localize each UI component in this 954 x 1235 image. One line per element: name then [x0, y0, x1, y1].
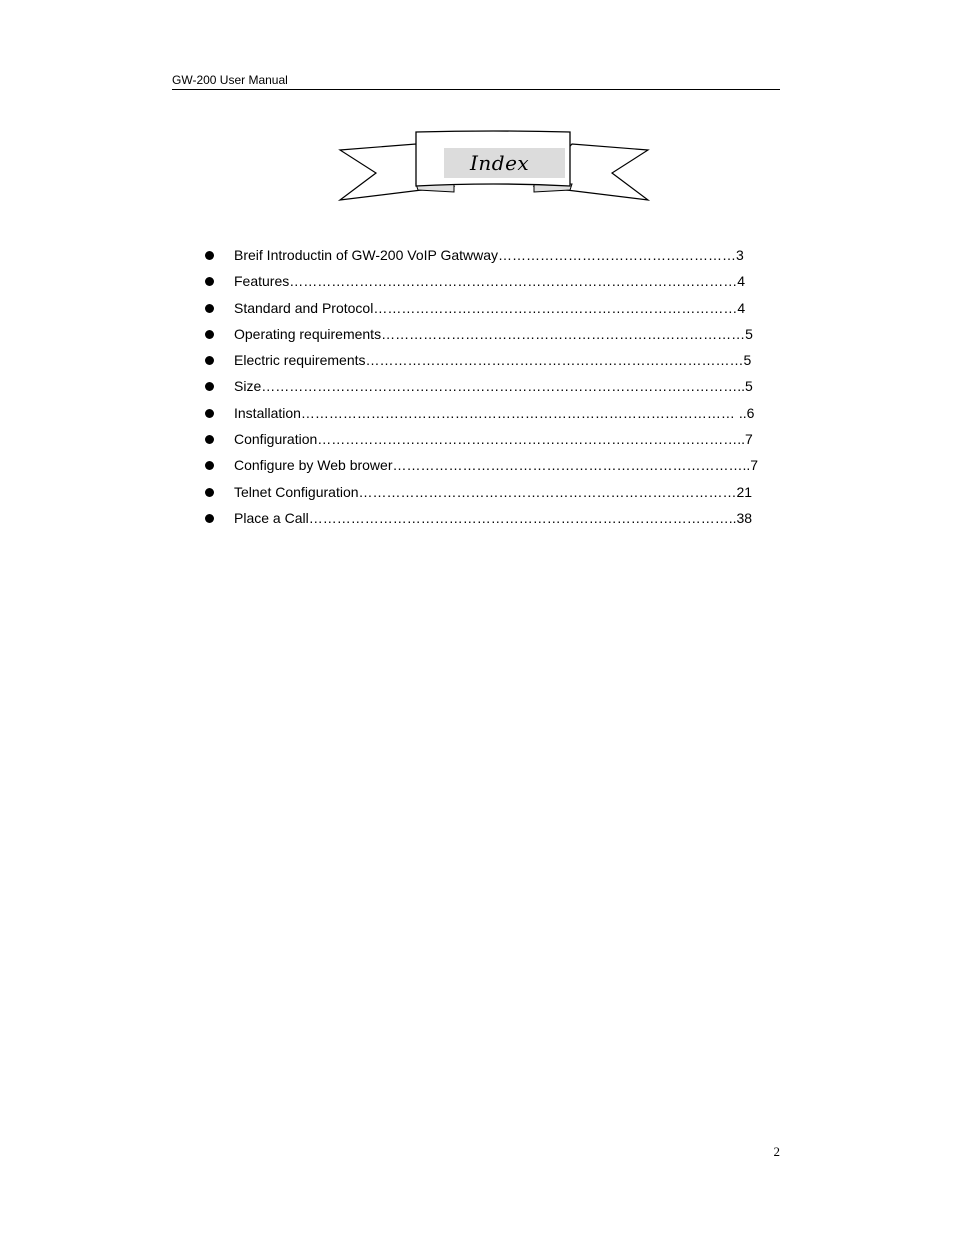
toc-entry — [200, 298, 790, 324]
bullet-icon — [205, 435, 214, 444]
bullet-icon — [205, 409, 214, 418]
toc-entry-text: Breif Introductin of GW-200 VoIP Gatwway……………………………………………3 — [234, 247, 744, 263]
bullet-icon — [205, 461, 214, 470]
bullet-icon — [205, 382, 214, 391]
toc-entry — [200, 403, 790, 429]
page-number: 2 — [773, 1144, 780, 1159]
toc-entry — [200, 271, 790, 297]
toc-entry — [200, 376, 790, 402]
toc-entry — [200, 245, 790, 271]
document-title: GW-200 User Manual — [172, 73, 288, 87]
toc-entry — [200, 508, 790, 534]
toc-entry — [200, 429, 790, 455]
bullet-icon — [205, 514, 214, 523]
toc-entry-text: Telnet Configuration………………………………………………………………………21 — [234, 483, 753, 500]
toc-entry-text: Electric requirements………………………………………………………………………5 — [234, 352, 752, 369]
index-title: Index — [444, 148, 565, 178]
bullet-icon — [205, 356, 214, 365]
table-of-contents — [200, 245, 790, 534]
toc-entry-text: Installation………………………………………………………………………………… ..6 — [234, 404, 755, 421]
toc-entry — [200, 482, 790, 508]
bullet-icon — [205, 488, 214, 497]
bullet-icon — [205, 251, 214, 260]
toc-entry-text: Size…………………………………………………………………………………………..5 — [234, 378, 753, 395]
bullet-icon — [205, 304, 214, 313]
toc-entry — [200, 324, 790, 350]
toc-entry-text: Standard and Protocol……………………………………………………………………4 — [234, 299, 746, 316]
toc-entry-text: Features……………………………………………………………………………………4 — [234, 273, 746, 290]
toc-entry-text: Place a Call………………………………………………………………………………..38 — [234, 509, 753, 526]
toc-entry-text: Configure by Web brower…………………………………………………………………..7 — [234, 457, 759, 474]
toc-entry — [200, 455, 790, 481]
bullet-icon — [205, 277, 214, 286]
toc-entry-text: Operating requirements……………………………………………………………………5 — [234, 325, 753, 342]
index-banner — [336, 128, 652, 206]
bullet-icon — [205, 330, 214, 339]
running-header — [172, 73, 780, 90]
toc-entry-text: Configuration………………………………………………………………………………..7 — [234, 431, 753, 448]
toc-entry — [200, 350, 790, 376]
